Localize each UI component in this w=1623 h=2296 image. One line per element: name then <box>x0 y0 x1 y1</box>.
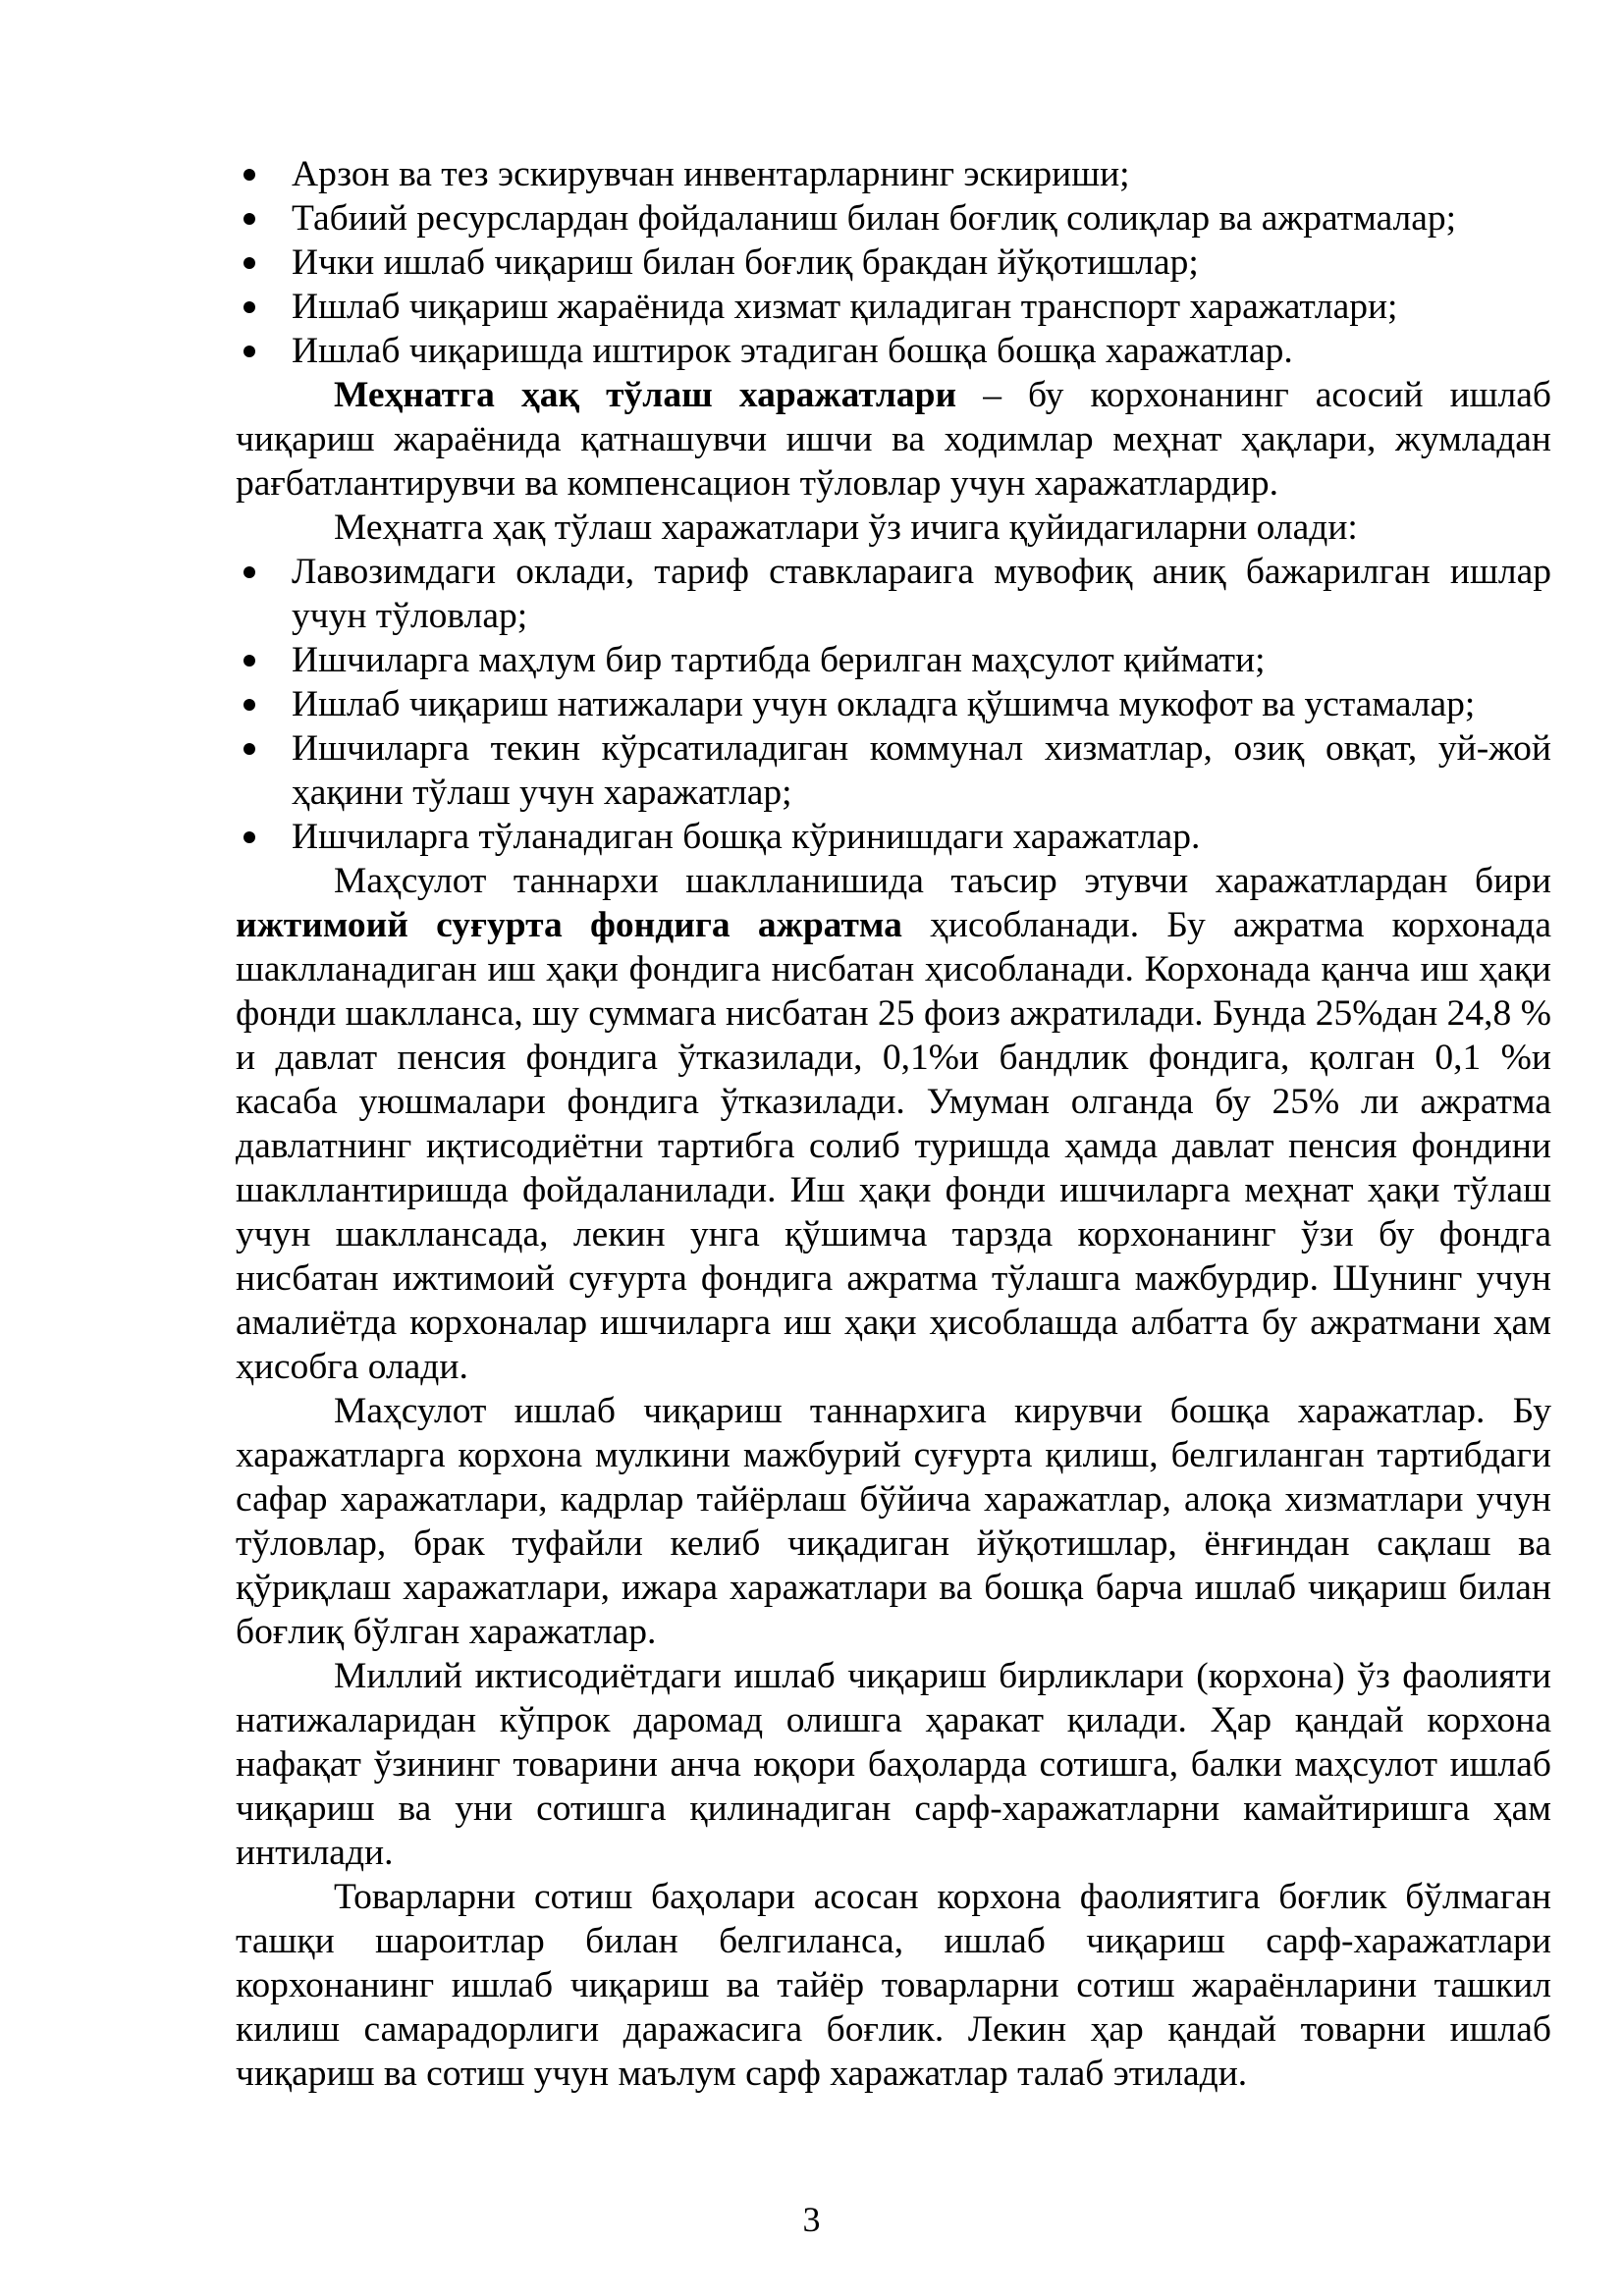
page-number: 3 <box>802 2200 821 2239</box>
list-item: Ишлаб чиқариш жараёнида хизмат қиладиган транспорт харажатлари; <box>236 285 1551 329</box>
list-item: Ишчиларга маҳлум бир тартибда берилган маҳсулот қиймати; <box>236 638 1551 682</box>
list-item: Ички ишлаб чиқариш билан боғлиқ бракдан йўқотишлар; <box>236 240 1551 285</box>
term-social-insurance: ижтимоий суғурта фондига ажратма <box>236 905 902 945</box>
list-item: Лавозимдаги оклади, тариф ставклараига мувофиқ аниқ бажарилган ишлар учун тўловлар; <box>236 550 1551 638</box>
document-page <box>236 152 1551 2096</box>
paragraph-sales-prices: Товарларни сотиш баҳолари асосан корхона фаолиятига боғлик бўлмаган ташқи шароитлар билан белгиланса, ишлаб чиқариш сарф-харажатлари корхонанинг ишлаб чиқариш ва тайёр товарларни сотиш жараёнларини ташкил килиш самарадорлиги даражасига боғлик. Лекин ҳар қандай товарни ишлаб чиқариш ва сотиш учун маълум сарф харажатлар талаб этилади. <box>236 1877 1551 2094</box>
list-item: Арзон ва тез эскирувчан инвентарларнинг эскириши; <box>236 152 1551 196</box>
paragraph-text: ҳисобланади. Бу ажратма корхонада шаклланадиган иш ҳақи фондига нисбатан ҳисобланади. Корхонада қанча иш ҳақи фонди шаклланса, шу суммага нисбатан 25 фоиз ажратилади. Бунда 25%дан 24,8 % и давлат пенсия фондига ўтказилади, 0,1%и бандлик фондига, қолган 0,1 %и касаба уюшмалари фондига ўтказилади. Умуман олганда бу 25% ли ажратма давлатнинг иқтисодиётни тартибга солиб туришда ҳамда давлат пенсия фондини шакллантиришда фойдаланилади. Иш ҳақи фонди ишчиларга меҳнат ҳақи тўлаш учун шакллансада, лекин унга қўшимча тарзда корхонанинг ўзи бу фондга нисбатан ижтимоий суғурта фондига ажратма тўлашга мажбурдир. Шунинг учун амалиётда корхоналар ишчиларга иш ҳақи ҳисоблашда албатта бу ажратмани ҳам ҳисобга олади. <box>236 905 1551 1387</box>
paragraph-labor-includes: Меҳнатга ҳақ тўлаш харажатлари ўз ичига қуйидагиларни олади: <box>334 507 1358 548</box>
paragraph-other-costs: Маҳсулот ишлаб чиқариш таннархига кирувчи бошқа харажатлар. Бу харажатларга корхона мулкини мажбурий суғурта қилиш, белгиланган тартибдаги сафар харажатлари, кадрлар тайёрлаш бўйича харажатлар, алоқа хизматлари учун тўловлар, брак туфайли келиб чиқадиган йўқотишлар, ёнғиндан сақлаш ва қўриқлаш харажатлари, ижара харажатлари ва бошқа барча ишлаб чиқариш билан боғлиқ бўлган харажатлар. <box>236 1391 1551 1652</box>
paragraph-national-economy: Миллий иктисодиётдаги ишлаб чиқариш бирликлари (корхона) ўз фаолияти натижаларидан кўпрок даромад олишга ҳаракат қилади. Ҳар қандай корхона нафақат ўзининг товарини анча юқори баҳоларда сотишга, балки маҳсулот ишлаб чиқариш ва уни сотишга қилинадиган сарф-харажатларни камайтиришга ҳам интилади. <box>236 1656 1551 1873</box>
list-item: Ишчиларга текин кўрсатиладиган коммунал хизматлар, озиқ овқат, уй-жой ҳақини тўлаш учун харажатлар; <box>236 726 1551 815</box>
bullet-list-labor <box>236 550 1551 859</box>
paragraph-text: – бу корхонанинг асосий ишлаб чиқариш жараёнида қатнашувчи ишчи ва ходимлар меҳнат ҳақлари, жумладан рағбатлантирувчи ва компенсацион тўловлар учун харажатлардир. <box>236 375 1551 504</box>
paragraph-text: Маҳсулот таннархи шаклланишида таъсир этувчи харажатлардан бири <box>334 861 1551 901</box>
paragraph-labor-costs <box>236 373 1551 506</box>
term-labor-costs: Меҳнатга ҳақ тўлаш харажатлари <box>334 375 957 415</box>
list-item: Ишлаб чиқариш натижалари учун окладга қўшимча мукофот ва устамалар; <box>236 682 1551 726</box>
bullet-list-costs <box>236 152 1551 373</box>
list-item: Табиий ресурслардан фойдаланиш билан боғлиқ солиқлар ва ажратмалар; <box>236 196 1551 240</box>
list-item: Ишлаб чиқаришда иштирок этадиган бошқа бошқа харажатлар. <box>236 329 1551 373</box>
paragraph-social-insurance <box>236 859 1551 1389</box>
list-item: Ишчиларга тўланадиган бошқа кўринишдаги харажатлар. <box>236 815 1551 859</box>
